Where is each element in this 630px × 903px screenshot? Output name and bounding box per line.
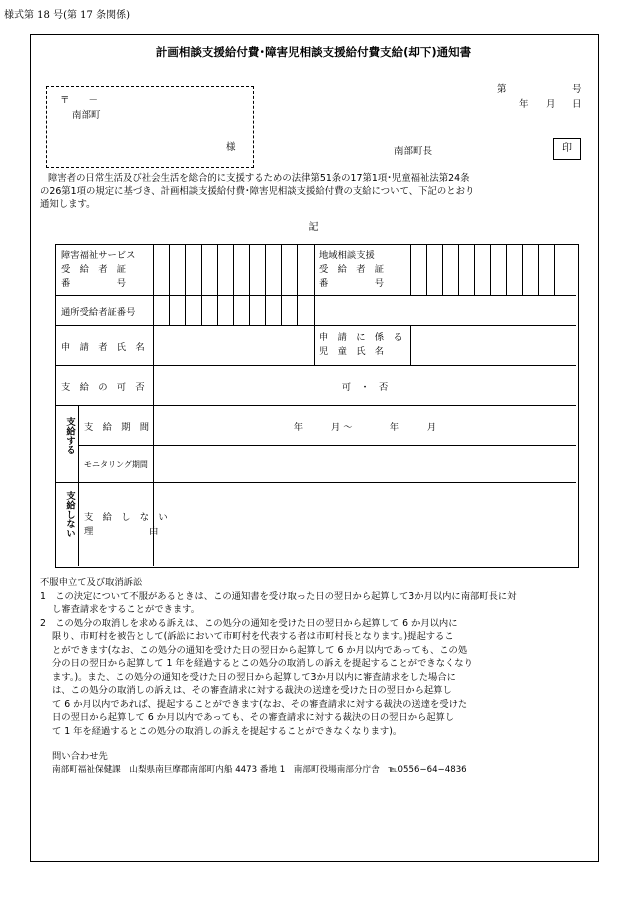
reason-label	[84, 511, 168, 539]
postal-code-mark: 〒 －	[60, 95, 99, 106]
note-line: 1 この決定について不服があるときは、この通知書を受け取った日の翌日から起算して3か月以内に南部町長に対	[40, 590, 517, 602]
note-line: 日の翌日から起算して 6 か月以内であっても、その審査請求に対する裁決の日の翌日から起算し	[52, 712, 455, 723]
intro-line: 通知します。	[40, 199, 96, 210]
daycare-cert-label: 通所受給者証番号	[61, 307, 136, 318]
monitoring-label: モニタリング期間	[84, 460, 148, 469]
label-line: 地域相談支援	[319, 250, 375, 261]
note-line: 分の日の翌日から起算して 1 年を経過するとこの処分の取消しの訴えを提起することができなくなり	[52, 658, 473, 669]
recipient-town: 南部町	[72, 110, 101, 121]
contact-info: 南部町福祉保健課 山梨県南巨摩郡南部町内船 4473 番地 1 南部町役場南部分庁舎 ℡0556−64−4836	[52, 764, 467, 775]
label-line: 障害福祉サービス	[61, 250, 136, 261]
decision-label: 支 給 の 可 否	[61, 382, 145, 393]
note-line: て 1 年を経過するとこの処分の取消しの訴えを提起することができなくなります)。	[52, 725, 403, 737]
note-line: は、この処分の取消しの訴えは、その審査請求に対する裁決の送達を受けた日の翌日から起算し	[52, 685, 452, 696]
form-number-label: 様式第 18 号(第 17 条関係)	[4, 10, 130, 21]
area-cert-label	[319, 249, 384, 291]
intro-line: 障害者の日常生活及び社会生活を総合的に支援するための法律第51条の17第1項･児童福祉法第24条	[48, 173, 470, 184]
notes-heading: 不服申立て及び取消訴訟	[40, 577, 143, 588]
label-line: 番 号	[319, 278, 385, 289]
nopay-group-label: 支給しない	[64, 491, 75, 538]
decision-value: 可 ・ 否	[341, 382, 389, 393]
period-label: 支 給 期 間	[84, 422, 150, 433]
date-month: 月	[546, 99, 556, 110]
intro-line: の26第1項の規定に基づき、計画相談支援給付費･障害児相談支援給付費の支給について、下記のとおり	[40, 186, 475, 197]
info-table	[55, 244, 579, 568]
date-year: 年	[519, 99, 529, 110]
label-line: 理 由	[84, 526, 159, 537]
label-line: 支 給 し な い	[84, 512, 168, 523]
issuer-name: 南部町長	[394, 146, 433, 157]
recipient-honorific: 様	[226, 142, 236, 153]
pay-group-label: 支給する	[64, 417, 75, 455]
doc-number-dai: 第	[497, 84, 507, 95]
document-title: 計画相談支援給付費･障害児相談支援給付費支給(却下)通知書	[155, 45, 472, 59]
label-line: 受 給 者 証	[319, 264, 385, 275]
label-line: 申 請 に 係 る	[319, 332, 403, 343]
label-line: 受 給 者 証	[61, 264, 127, 275]
appeal-notes	[40, 576, 592, 777]
note-line: て 6 か月以内であれば、提起することができます(なお、その審査請求に対する裁決の送達を受けた	[52, 698, 468, 710]
child-name-label	[319, 331, 403, 359]
contact-heading: 問い合わせ先	[52, 751, 108, 762]
ki-heading: 記	[308, 222, 319, 233]
doc-number-go: 号	[572, 84, 582, 95]
note-line: ます。)。また、この処分の通知を受けた日の翌日から起算して3か月以内に審査請求をした場合に	[52, 671, 456, 683]
note-line: 2 この処分の取消しを求める訴えは、この処分の通知を受けた日の翌日から起算して 6 か月以内に	[40, 617, 458, 629]
note-line: 限り、市町村を被告として(訴訟において市町村を代表する者は市町村長となります。)提起するこ	[52, 631, 454, 642]
applicant-name-label: 申 請 者 氏 名	[61, 342, 145, 353]
intro-text	[40, 172, 588, 211]
note-line: とができます(なお、この処分の通知を受けた日の翌日から起算して 6 か月以内であっても、この処	[52, 644, 468, 656]
label-line: 児 童 氏 名	[319, 346, 385, 357]
service-cert-label	[61, 249, 135, 291]
label-line: 番 号	[61, 278, 127, 289]
date-day: 日	[572, 99, 582, 110]
seal-box: 印	[553, 138, 581, 160]
period-value: 年 月 ～ 年 月	[293, 422, 437, 433]
note-line: し審査請求をすることができます。	[52, 604, 201, 615]
